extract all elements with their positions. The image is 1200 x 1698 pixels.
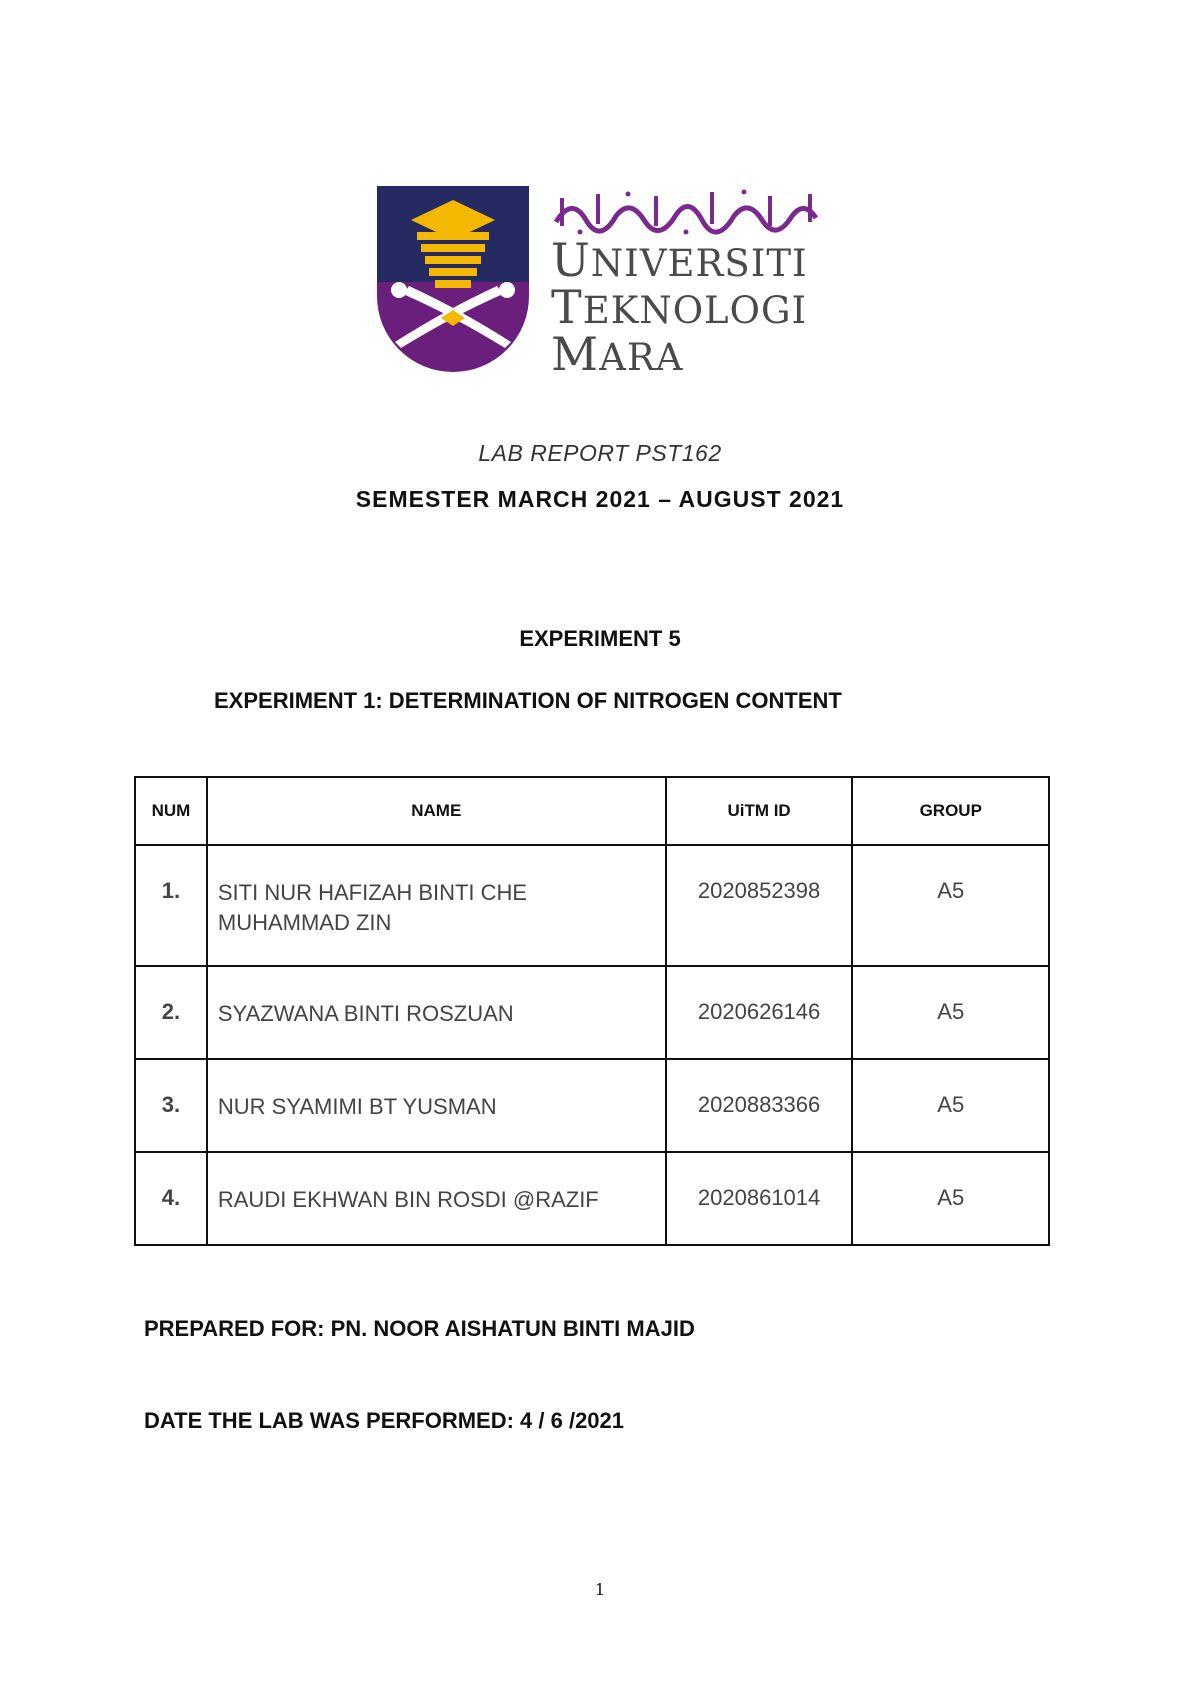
member-group: A5: [852, 1059, 1049, 1152]
course-title: LAB REPORT PST162: [478, 440, 722, 466]
member-name: RAUDI EKHWAN BIN ROSDI @RAZIF: [207, 1152, 666, 1245]
date-performed: DATE THE LAB WAS PERFORMED: 4 / 6 /2021: [144, 1408, 625, 1433]
page-number: 1: [594, 1580, 606, 1599]
member-id: 2020852398: [666, 845, 853, 966]
table-header-row: [135, 777, 1049, 845]
logo-line-universiti: UNIVERSITI: [551, 233, 808, 287]
row-number: 4.: [135, 1152, 207, 1245]
logo-line-mara: MARA: [551, 327, 684, 381]
column-header-num: NUM: [135, 777, 207, 845]
member-group: A5: [852, 966, 1049, 1059]
member-name: NUR SYAMIMI BT YUSMAN: [207, 1059, 666, 1152]
member-group: A5: [852, 845, 1049, 966]
logo-line-teknologi: TEKNOLOGI: [551, 280, 808, 334]
group-members-table: [134, 776, 1050, 1246]
logo-jawi-script: [552, 186, 820, 238]
table-row: [135, 1152, 1049, 1245]
jawi-lettering-icon: [552, 186, 820, 238]
row-number: 2.: [135, 966, 207, 1059]
member-name: SYAZWANA BINTI ROSZUAN: [207, 966, 666, 1059]
table-row: [135, 1059, 1049, 1152]
semester-heading: SEMESTER MARCH 2021 – AUGUST 2021: [355, 486, 845, 512]
experiment-title: EXPERIMENT 1: DETERMINATION OF NITROGEN CONTENT: [214, 688, 842, 713]
column-header-name: NAME: [207, 777, 666, 845]
column-header-group: GROUP: [852, 777, 1049, 845]
member-id: 2020883366: [666, 1059, 853, 1152]
column-header-uitm-id: UiTM ID: [666, 777, 853, 845]
table-row: [135, 845, 1049, 966]
member-name: SITI NUR HAFIZAH BINTI CHE MUHAMMAD ZIN: [207, 845, 666, 966]
uitm-logo: [377, 186, 837, 381]
experiment-number: EXPERIMENT 5: [519, 626, 681, 651]
row-number: 1.: [135, 845, 207, 966]
member-id: 2020861014: [666, 1152, 853, 1245]
row-number: 3.: [135, 1059, 207, 1152]
table-row: [135, 966, 1049, 1059]
member-group: A5: [852, 1152, 1049, 1245]
uitm-crest-icon: [377, 186, 529, 372]
prepared-for: PREPARED FOR: PN. NOOR AISHATUN BINTI MAJID: [144, 1316, 695, 1341]
member-id: 2020626146: [666, 966, 853, 1059]
